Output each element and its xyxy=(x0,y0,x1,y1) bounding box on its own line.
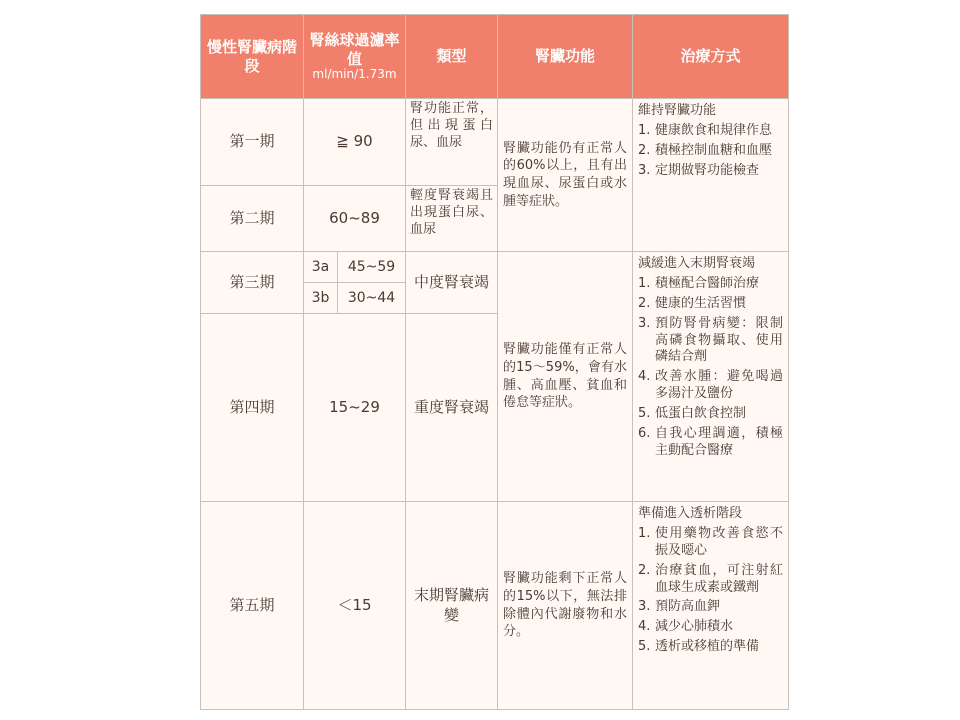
header-gfr-unit: ml/min/1.73m xyxy=(312,67,397,82)
list-item xyxy=(638,163,783,180)
list-item xyxy=(638,296,783,313)
header-gfr xyxy=(304,15,406,99)
treatment-middle-list xyxy=(638,276,783,460)
list-item-text: 低蛋白飲食控制 xyxy=(655,406,747,422)
function-early: 腎臟功能仍有正常人的60%以上，且有出現血尿、尿蛋白或水腫等症狀。 xyxy=(498,99,633,252)
stage3-type: 中度腎衰竭 xyxy=(406,252,498,314)
treatment-early xyxy=(633,99,789,252)
stage3a-sublabel: 3a xyxy=(304,252,338,283)
list-item-number: 2. xyxy=(638,142,651,158)
table-row-stage5 xyxy=(201,502,789,710)
header-stage: 慢性腎臟病階段 xyxy=(201,15,304,99)
header-treatment: 治療方式 xyxy=(633,15,789,99)
list-item-number: 6. xyxy=(638,426,651,442)
stage3b-gfr: 30~44 xyxy=(338,283,406,314)
stage2-label: 第二期 xyxy=(201,186,304,252)
list-item-number: 2. xyxy=(638,295,651,311)
header-type: 類型 xyxy=(406,15,498,99)
list-item xyxy=(638,276,783,293)
stage4-type: 重度腎衰竭 xyxy=(406,314,498,502)
stage5-label: 第五期 xyxy=(201,502,304,710)
list-item-text: 定期做腎功能檢查 xyxy=(655,162,760,178)
list-item-text: 治療貧血，可注射紅血球生成素或鐵劑 xyxy=(655,562,784,595)
ckd-stage-table xyxy=(200,14,789,710)
table-row-stage3a xyxy=(201,252,789,283)
list-item xyxy=(638,599,783,616)
list-item xyxy=(638,369,783,403)
list-item-text: 透析或移植的準備 xyxy=(655,639,760,655)
treatment-late xyxy=(633,502,789,710)
list-item-text: 健康的生活習慣 xyxy=(655,295,747,311)
stage2-gfr: 60~89 xyxy=(304,186,406,252)
list-item xyxy=(638,426,783,460)
stage1-gfr: ≧ 90 xyxy=(304,99,406,186)
stage2-type: 輕度腎衰竭且出現蛋白尿、血尿 xyxy=(406,186,498,252)
list-item xyxy=(638,619,783,636)
treatment-early-title: 維持腎臟功能 xyxy=(638,103,717,118)
treatment-early-list xyxy=(638,123,783,180)
list-item xyxy=(638,123,783,140)
stage1-label: 第一期 xyxy=(201,99,304,186)
treatment-middle-title: 減緩進入末期腎衰竭 xyxy=(638,256,756,271)
function-middle: 腎臟功能僅有正常人的15～59%，會有水腫、高血壓、貧血和倦怠等症狀。 xyxy=(498,252,633,502)
list-item xyxy=(638,316,783,367)
list-item-number: 4. xyxy=(638,369,651,385)
treatment-middle xyxy=(633,252,789,502)
list-item-text: 使用藥物改善食慾不振及噁心 xyxy=(655,525,784,558)
list-item-number: 3. xyxy=(638,162,651,178)
list-item-text: 健康飲食和規律作息 xyxy=(655,122,773,138)
header-row xyxy=(201,15,789,99)
list-item xyxy=(638,143,783,160)
treatment-late-list xyxy=(638,526,783,656)
list-item xyxy=(638,406,783,423)
list-item xyxy=(638,526,783,560)
treatment-late-title: 準備進入透析階段 xyxy=(638,506,743,521)
stage5-type: 末期腎臟病變 xyxy=(406,502,498,710)
stage3b-sublabel: 3b xyxy=(304,283,338,314)
list-item-text: 改善水腫：避免喝過多湯汁及鹽份 xyxy=(655,369,784,402)
list-item-text: 預防腎骨病變：限制高磷食物攝取、使用磷結合劑 xyxy=(655,315,784,365)
stage4-label: 第四期 xyxy=(201,314,304,502)
stage5-gfr: ＜15 xyxy=(304,502,406,710)
list-item-number: 4. xyxy=(638,619,651,635)
table-row-stage1 xyxy=(201,99,789,186)
stage1-type: 腎功能正常，但出現蛋白尿、血尿 xyxy=(406,99,498,186)
list-item-text: 自我心理調適，積極主動配合醫療 xyxy=(655,426,784,458)
list-item-text: 積極配合醫師治療 xyxy=(655,275,760,291)
stage3a-gfr: 45~59 xyxy=(338,252,406,283)
list-item-number: 3. xyxy=(638,315,651,331)
stage4-gfr: 15~29 xyxy=(304,314,406,502)
list-item-number: 5. xyxy=(638,406,651,422)
stage3-label: 第三期 xyxy=(201,252,304,314)
list-item xyxy=(638,563,783,597)
ckd-stage-table-container xyxy=(200,14,788,709)
list-item-number: 1. xyxy=(638,122,651,138)
list-item-text: 減少心肺積水 xyxy=(655,619,734,635)
header-gfr-title: 腎絲球過濾率值 xyxy=(309,30,400,68)
list-item-text: 積極控制血糖和血壓 xyxy=(655,142,773,158)
list-item-number: 1. xyxy=(638,525,651,541)
list-item-number: 5. xyxy=(638,639,651,655)
list-item-number: 3. xyxy=(638,599,651,615)
list-item-text: 預防高血鉀 xyxy=(655,599,721,615)
list-item-number: 1. xyxy=(638,275,651,291)
header-function: 腎臟功能 xyxy=(498,15,633,99)
list-item-number: 2. xyxy=(638,562,651,578)
function-late: 腎臟功能剩下正常人的15%以下，無法排除體內代謝廢物和水分。 xyxy=(498,502,633,710)
list-item xyxy=(638,639,783,656)
